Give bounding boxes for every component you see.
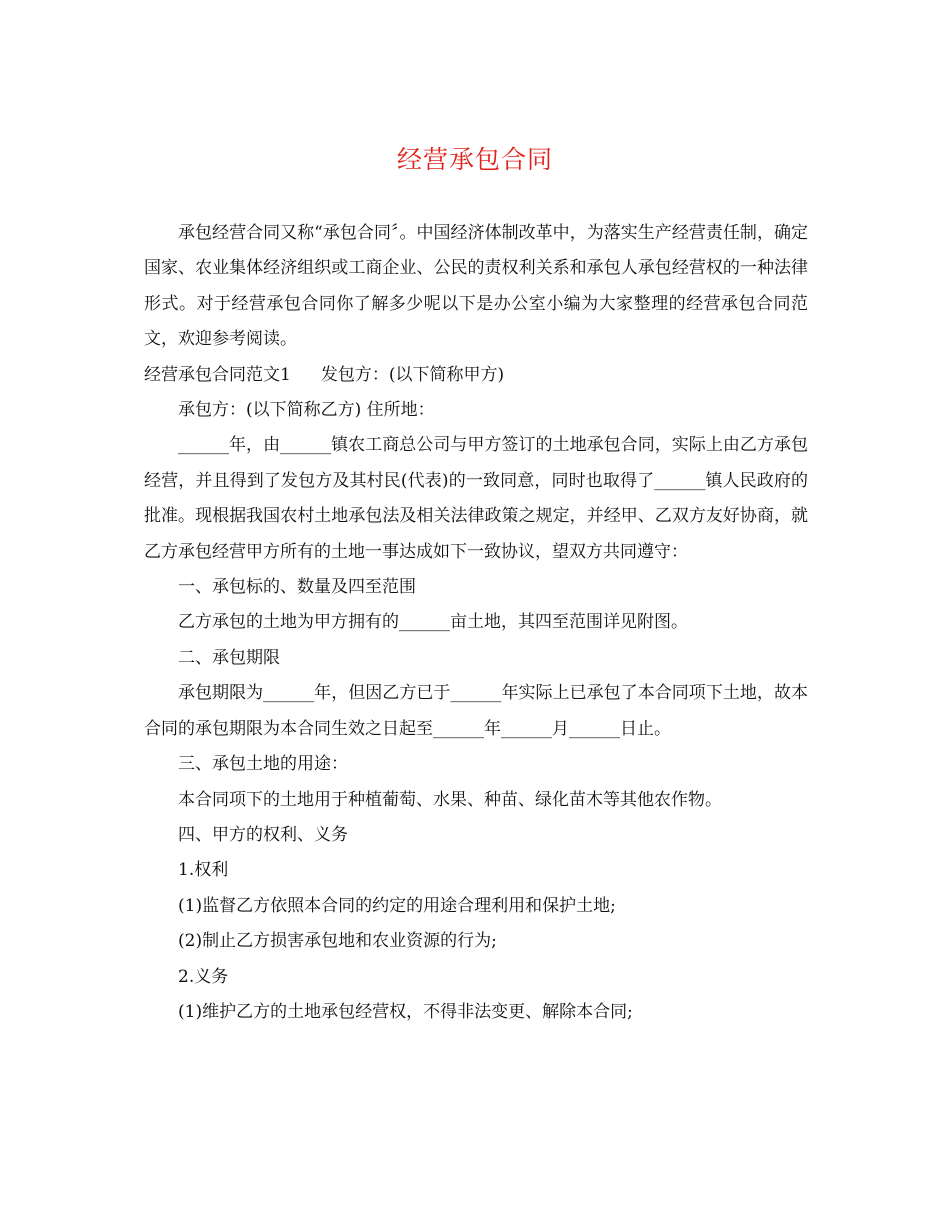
sample-heading-line: [144, 358, 808, 393]
document-title: 经营承包合同: [396, 145, 553, 174]
right-item-1: (1)监督乙方依照本合同的约定的用途合理利用和保护土地;: [178, 895, 616, 916]
sample-heading: 经营承包合同范文1: [144, 364, 291, 385]
intro-paragraph: 承包经营合同又称“承包合同〞。中国经济体制改革中，为落实生产经营责任制，确定国家、农业集体经济组织或工商企业、公民的责权利关系和承包人承包经营权的一种法律形式。对于经营承包合同你了解多少呢以下是办公室小编为大家整理的经营承包合同范文，欢迎参考阅读。: [144, 223, 808, 350]
rights-heading: 1.权利: [178, 860, 229, 881]
section-3-paragraph: 本合同项下的土地用于种植葡萄、水果、种苗、绿化苗木等其他农作物。: [178, 789, 722, 810]
section-1-paragraph: 乙方承包的土地为甲方拥有的______亩土地，其四至范围详见附图。: [178, 612, 688, 633]
party-a-line: 发包方：(以下简称甲方): [320, 364, 505, 385]
right-item-2: (2)制止乙方损害承包地和农业资源的行为;: [178, 931, 497, 952]
party-b-line: 承包方：(以下简称乙方) 住所地：: [178, 400, 435, 421]
background-paragraph: ______年，由______镇农工商总公司与甲方签订的土地承包合同，实际上由乙方承包经营，并且得到了发包方及其村民(代表)的一致同意，同时也取得了______镇人民政府的批准。现根据我国农村土地承包法及相关法律政策之规定，并经甲、乙双方友好协商，就乙方承包经营甲方所有的土地一事达成如下一致协议，望双方共同遵守：: [144, 435, 808, 562]
document-body: [144, 216, 808, 1030]
section-3-heading: 三、承包土地的用途：: [178, 754, 348, 775]
duties-heading: 2.义务: [178, 966, 229, 987]
duty-item-1: (1)维护乙方的土地承包经营权，不得非法变更、解除本合同;: [178, 1001, 633, 1022]
section-2-heading: 二、承包期限: [178, 647, 280, 668]
section-2-paragraph: 承包期限为______年，但因乙方已于______年实际上已承包了本合同项下土地，故本合同的承包期限为本合同生效之日起至______年______月______日止。: [144, 683, 808, 739]
section-1-heading: 一、承包标的、数量及四至范围: [178, 577, 416, 598]
section-4-heading: 四、甲方的权利、义务: [178, 824, 348, 845]
